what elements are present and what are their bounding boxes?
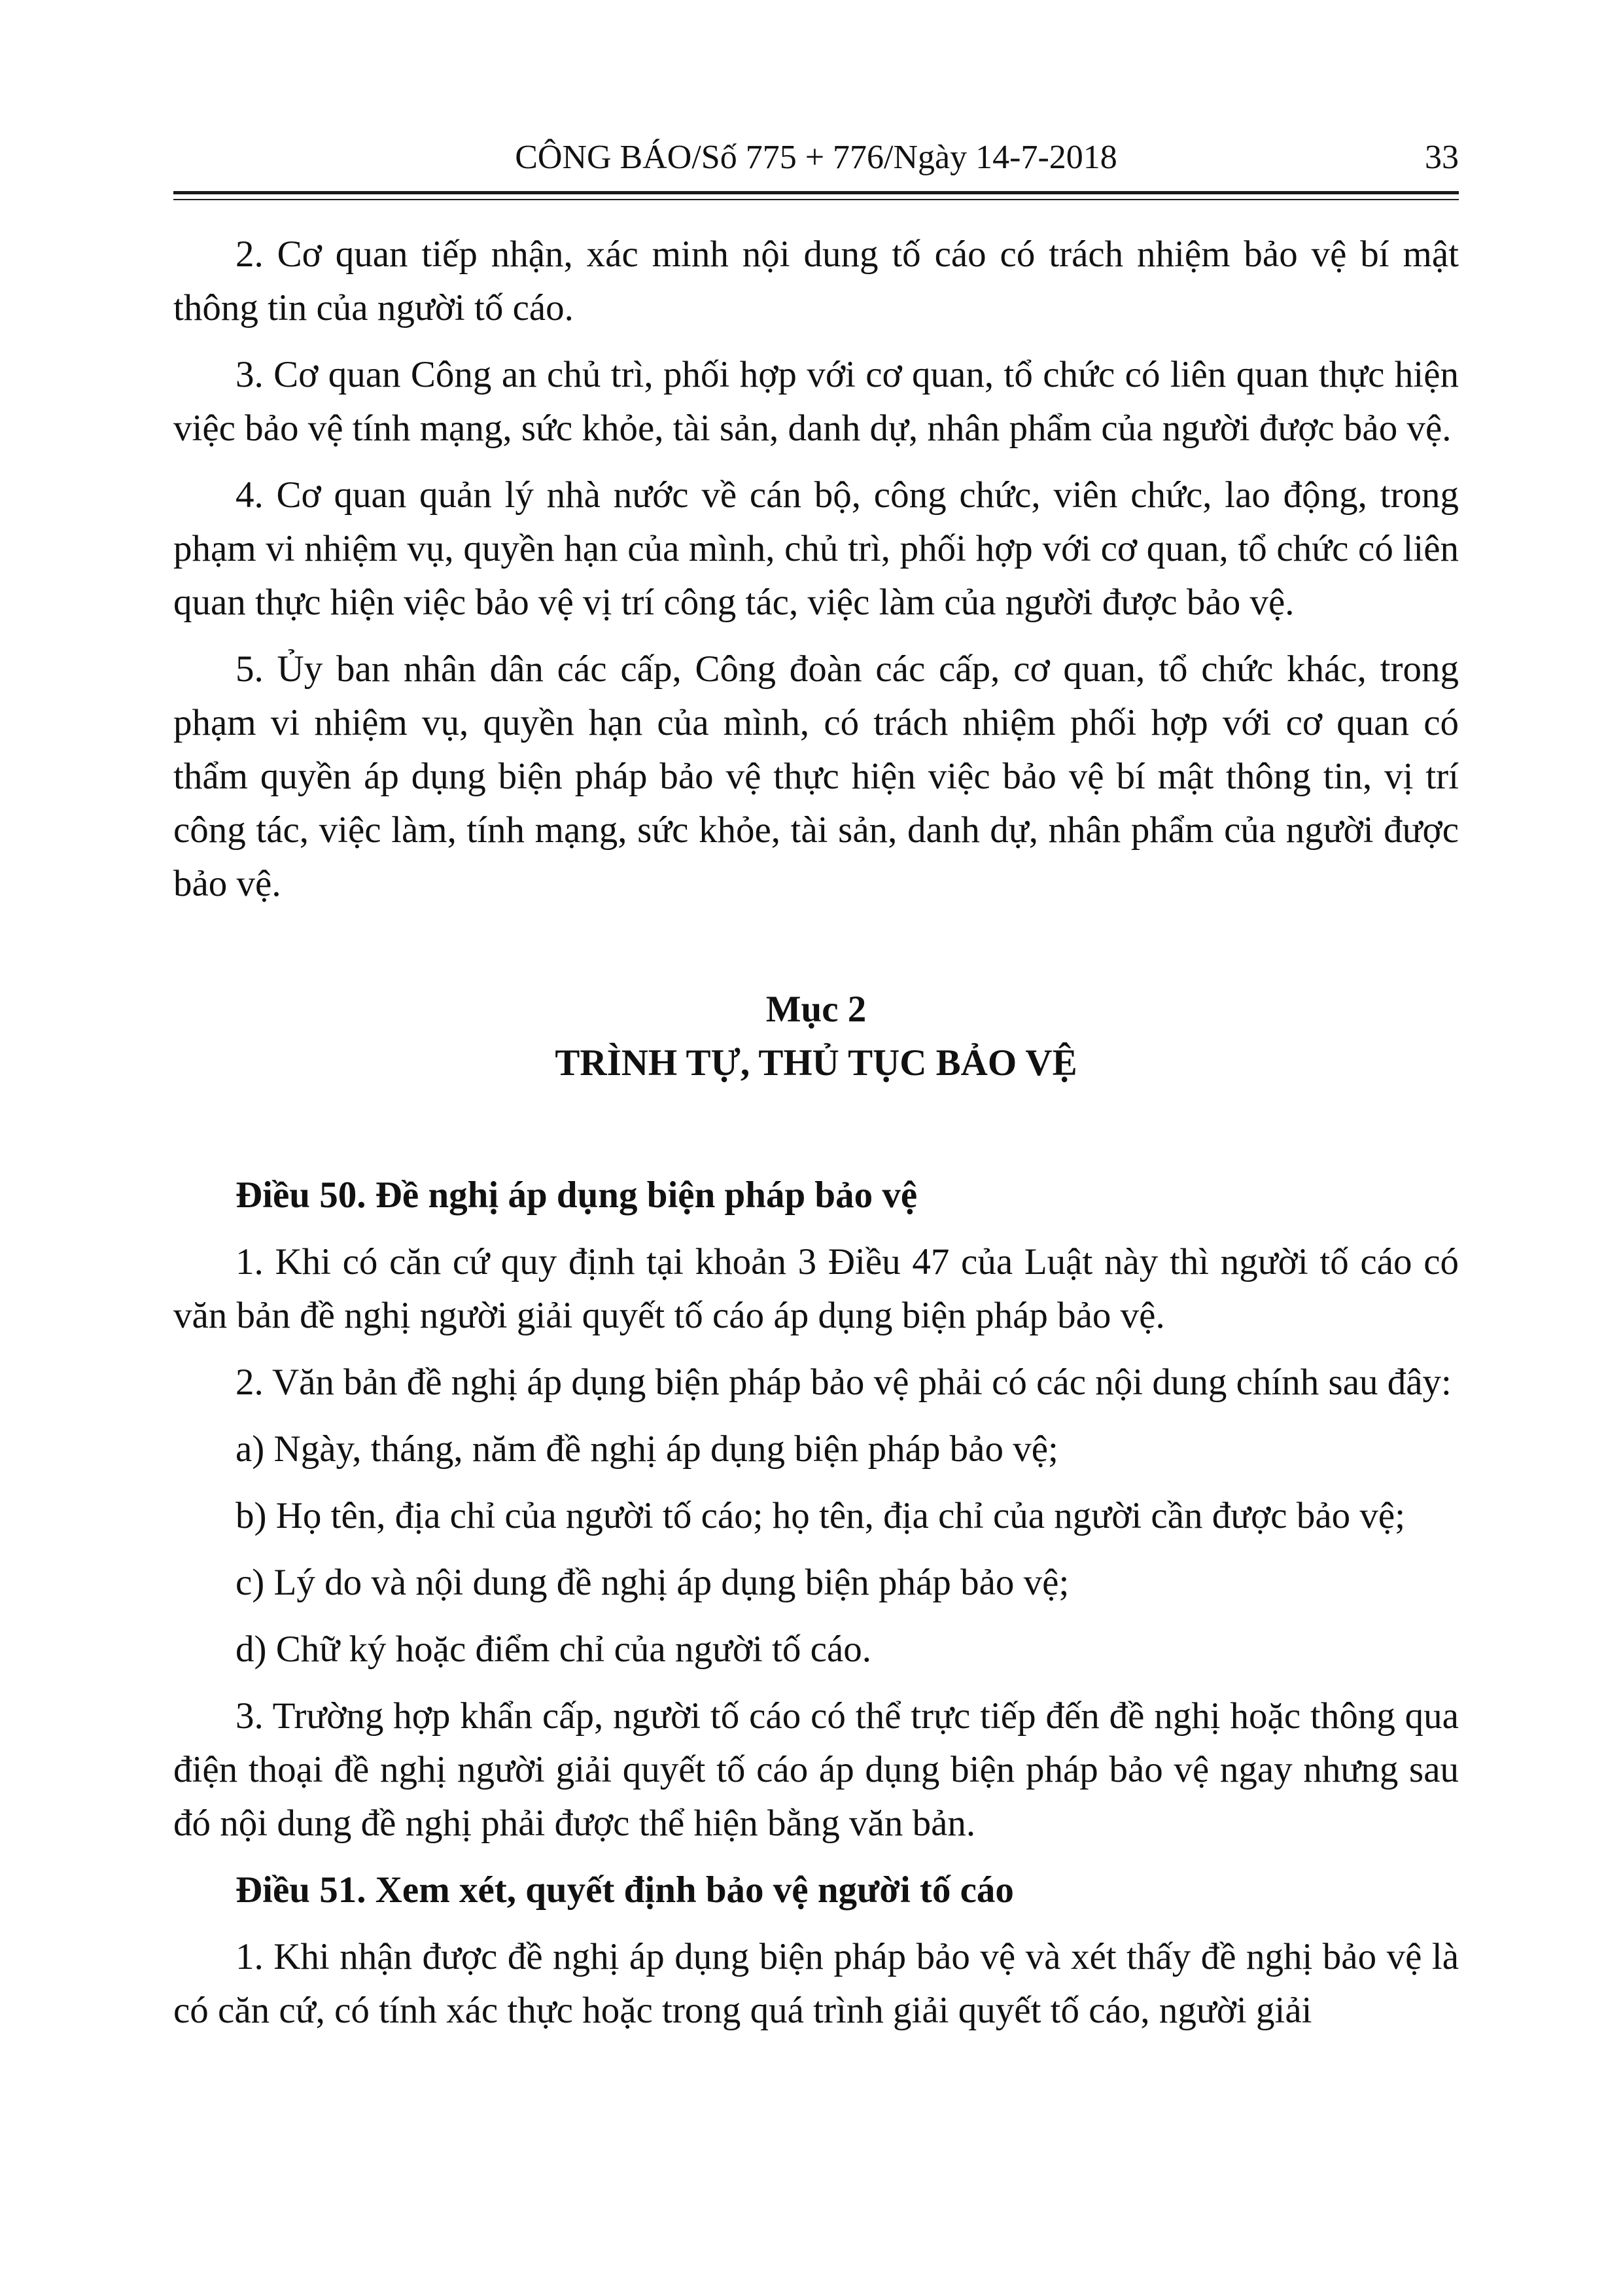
article-51-clause-1: 1. Khi nhận được đề nghị áp dụng biện pháp bảo vệ và xét thấy đề nghị bảo vệ là có căn cứ, có tính xác thực hoặc trong quá trình giải quyết tố cáo, người giải [173, 1936, 1459, 2031]
paragraph-clause-4: 4. Cơ quan quản lý nhà nước về cán bộ, công chức, viên chức, lao động, trong phạm vi nhiệm vụ, quyền hạn của mình, chủ trì, phối hợp với cơ quan, tổ chức có liên quan thực hiện việc bảo vệ vị trí công tác, việc làm của người được bảo vệ. [173, 474, 1459, 623]
paragraph-clause-2: 2. Cơ quan tiếp nhận, xác minh nội dung tố cáo có trách nhiệm bảo vệ bí mật thông tin của người tố cáo. [173, 234, 1459, 328]
article-50-item-a: a) Ngày, tháng, năm đề nghị áp dụng biện pháp bảo vệ; [236, 1428, 1058, 1470]
paragraph-clause-3: 3. Cơ quan Công an chủ trì, phối hợp với cơ quan, tổ chức có liên quan thực hiện việc bảo vệ tính mạng, sức khỏe, tài sản, danh dự, nhân phẩm của người được bảo vệ. [173, 354, 1459, 449]
article-50-item-d: d) Chữ ký hoặc điểm chỉ của người tố cáo. [236, 1629, 872, 1670]
section-label: Mục 2 [765, 989, 867, 1030]
article-50-clause-2: 2. Văn bản đề nghị áp dụng biện pháp bảo vệ phải có các nội dung chính sau đây: [236, 1362, 1452, 1403]
section-title: TRÌNH TỰ, THỦ TỤC BẢO VỆ [555, 1042, 1077, 1084]
article-50-item-c: c) Lý do và nội dung đề nghị áp dụng biện pháp bảo vệ; [236, 1562, 1070, 1603]
page-number: 33 [1425, 139, 1459, 176]
header-rule-thick [173, 191, 1459, 194]
article-50-clause-3: 3. Trường hợp khẩn cấp, người tố cáo có thể trực tiếp đến đề nghị hoặc thông qua điện thoại đề nghị người giải quyết tố cáo áp dụng biện pháp bảo vệ ngay nhưng sau đó nội dung đề nghị phải được thể hiện bằng văn bản. [173, 1695, 1459, 1844]
article-50-clause-1: 1. Khi có căn cứ quy định tại khoản 3 Điều 47 của Luật này thì người tố cáo có văn bản đề nghị người giải quyết tố cáo áp dụng biện pháp bảo vệ. [173, 1241, 1459, 1336]
article-51-title: Điều 51. Xem xét, quyết định bảo vệ người tố cáo [236, 1869, 1014, 1911]
article-50-item-b: b) Họ tên, địa chỉ của người tố cáo; họ tên, địa chỉ của người cần được bảo vệ; [236, 1495, 1406, 1536]
document-body [173, 228, 1459, 2051]
gazette-header-title: CÔNG BÁO/Số 775 + 776/Ngày 14-7-2018 [515, 139, 1117, 176]
page-header [173, 131, 1459, 190]
paragraph-clause-5: 5. Ủy ban nhân dân các cấp, Công đoàn các cấp, cơ quan, tổ chức khác, trong phạm vi nhiệm vụ, quyền hạn của mình, có trách nhiệm phối hợp với cơ quan có thẩm quyền áp dụng biện pháp bảo vệ thực hiện việc bảo vệ bí mật thông tin, vị trí công tác, việc làm, tính mạng, sức khỏe, tài sản, danh dự, nhân phẩm của người được bảo vệ. [173, 648, 1459, 904]
header-rule-thin [173, 199, 1459, 200]
article-50-title: Điều 50. Đề nghị áp dụng biện pháp bảo vệ [236, 1174, 918, 1216]
